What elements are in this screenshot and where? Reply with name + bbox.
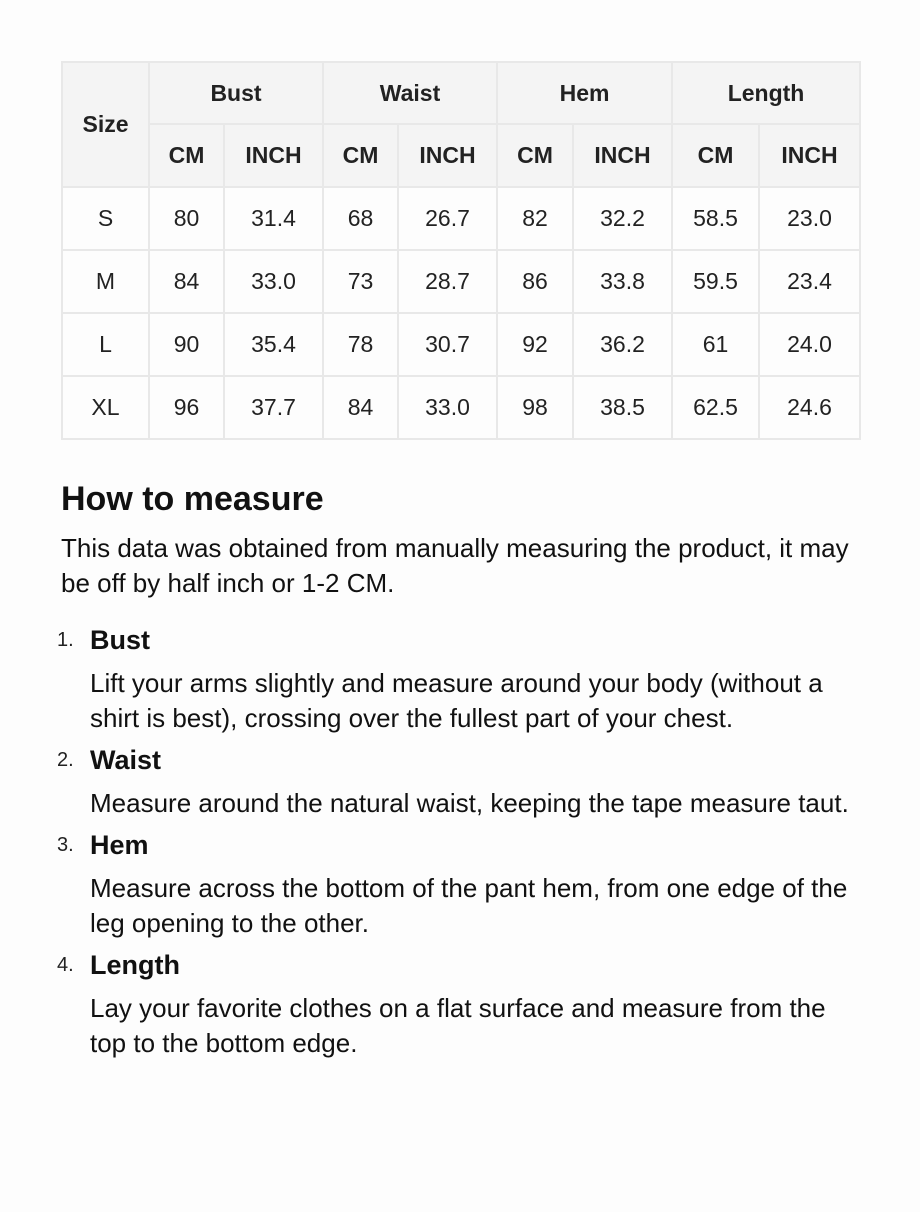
size-cell: S	[62, 187, 149, 250]
table-cell: 59.5	[672, 250, 759, 313]
step-title: Length	[90, 950, 180, 980]
list-item	[57, 828, 861, 941]
size-header: Size	[62, 62, 149, 187]
unit-header: CM	[672, 124, 759, 187]
unit-header: CM	[497, 124, 573, 187]
unit-header: INCH	[398, 124, 497, 187]
table-cell: 38.5	[573, 376, 672, 439]
table-cell: 61	[672, 313, 759, 376]
measure-intro-text: This data was obtained from manually measuring the product, it may be off by half inch or 1-2 CM.	[61, 533, 849, 598]
table-header-row-units	[62, 124, 860, 187]
unit-header: CM	[323, 124, 398, 187]
measure-steps-list	[57, 623, 861, 1068]
table-cell: 23.4	[759, 250, 860, 313]
size-chart-table	[61, 61, 861, 440]
table-row	[62, 250, 860, 313]
table-cell: 35.4	[224, 313, 323, 376]
table-cell: 33.0	[398, 376, 497, 439]
step-description: Lay your favorite clothes on a flat surface and measure from the top to the bottom edge.	[90, 993, 826, 1058]
list-item	[57, 623, 861, 736]
step-title: Hem	[90, 830, 149, 860]
table-cell: 82	[497, 187, 573, 250]
unit-header: INCH	[224, 124, 323, 187]
table-cell: 33.0	[224, 250, 323, 313]
table-cell: 84	[323, 376, 398, 439]
table-cell: 80	[149, 187, 224, 250]
table-cell: 28.7	[398, 250, 497, 313]
step-number: 3.	[57, 834, 74, 856]
table-row	[62, 187, 860, 250]
step-title: Bust	[90, 625, 150, 655]
table-cell: 36.2	[573, 313, 672, 376]
table-cell: 68	[323, 187, 398, 250]
table-cell: 26.7	[398, 187, 497, 250]
table-cell: 92	[497, 313, 573, 376]
unit-header: INCH	[759, 124, 860, 187]
step-number: 2.	[57, 749, 74, 771]
step-description: Measure around the natural waist, keeping the tape measure taut.	[90, 788, 849, 818]
step-number: 4.	[57, 954, 74, 976]
list-item	[57, 743, 861, 821]
table-cell: 30.7	[398, 313, 497, 376]
group-header-hem: Hem	[497, 62, 672, 124]
table-cell: 84	[149, 250, 224, 313]
table-cell: 24.0	[759, 313, 860, 376]
table-cell: 37.7	[224, 376, 323, 439]
table-cell: 90	[149, 313, 224, 376]
unit-header: CM	[149, 124, 224, 187]
table-row	[62, 313, 860, 376]
table-header-row-groups	[62, 62, 860, 124]
table-cell: 33.8	[573, 250, 672, 313]
table-cell: 98	[497, 376, 573, 439]
table-row	[62, 376, 860, 439]
table-cell: 78	[323, 313, 398, 376]
table-cell: 31.4	[224, 187, 323, 250]
table-cell: 23.0	[759, 187, 860, 250]
size-cell: L	[62, 313, 149, 376]
table-cell: 96	[149, 376, 224, 439]
page	[57, 61, 859, 1058]
group-header-waist: Waist	[323, 62, 497, 124]
size-cell: M	[62, 250, 149, 313]
unit-header: INCH	[573, 124, 672, 187]
size-cell: XL	[62, 376, 149, 439]
step-title: Waist	[90, 745, 162, 775]
step-description: Lift your arms slightly and measure around your body (without a shirt is best), crossing over the fullest part of your chest.	[90, 668, 823, 733]
table-cell: 86	[497, 250, 573, 313]
group-header-length: Length	[672, 62, 860, 124]
table-cell: 62.5	[672, 376, 759, 439]
list-item	[57, 948, 861, 1061]
table-cell: 58.5	[672, 187, 759, 250]
table-cell: 32.2	[573, 187, 672, 250]
step-description: Measure across the bottom of the pant hem, from one edge of the leg opening to the other.	[90, 873, 848, 938]
table-cell: 73	[323, 250, 398, 313]
step-number: 1.	[57, 629, 74, 651]
group-header-bust: Bust	[149, 62, 323, 124]
table-cell: 24.6	[759, 376, 860, 439]
how-to-measure-title: How to measure	[61, 480, 324, 518]
